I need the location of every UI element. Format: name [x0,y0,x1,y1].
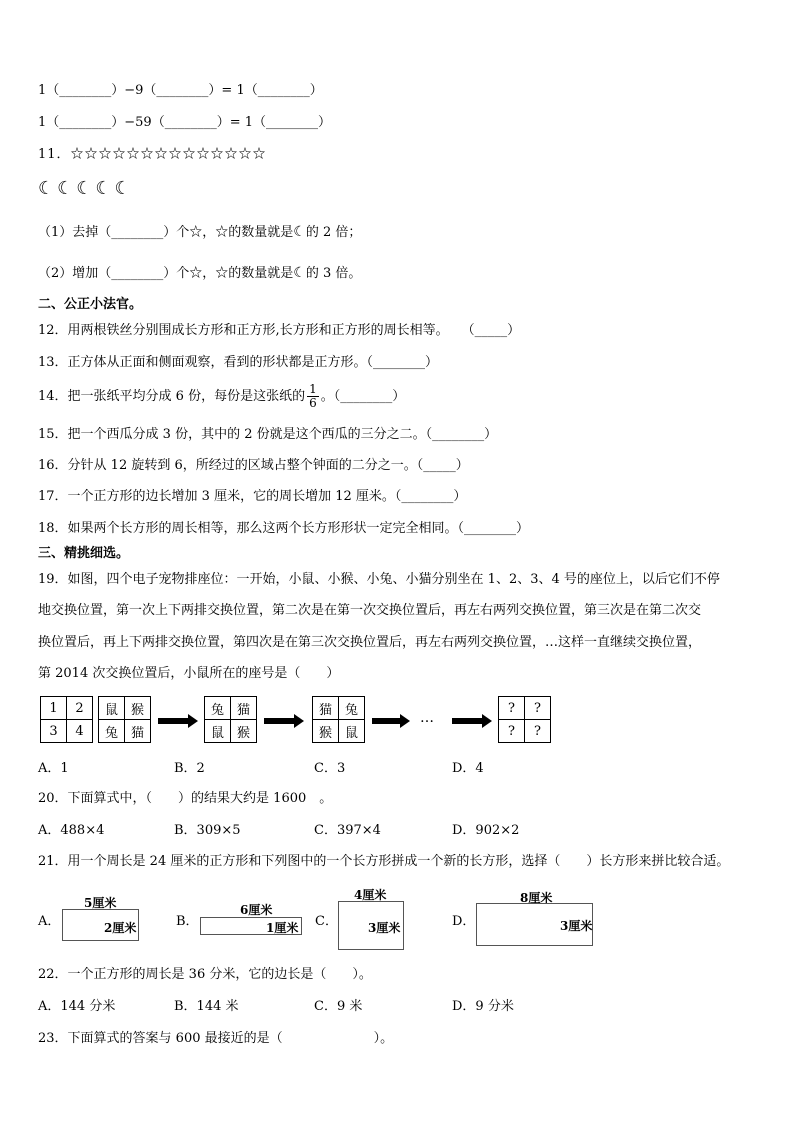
seat-cell: ? [525,720,551,743]
seat-cell: 鼠 [339,720,365,743]
section-3-heading: 三、精挑细选。 [38,546,130,561]
q11-1-tail: 的 2 倍； [305,225,362,240]
seat-cell: 2 [67,697,93,720]
option-a[interactable]: A． [38,914,61,929]
question-19-line-3: 换位置后，再上下两排交换位置，第四次是在第三次交换位置后，再左右两列交换位置，…这样一直继续交换位置， [38,635,702,650]
option-a[interactable]: A．144 分米 [38,999,116,1014]
question-11-stars: 11．☆☆☆☆☆☆☆☆☆☆☆☆☆☆ [38,147,267,162]
option-b[interactable]: B．309×5 [174,823,241,838]
option-d[interactable]: D．9 分米 [452,999,514,1014]
rect-d-side-label: 3厘米 [560,919,593,933]
moon-icons: ☾☾☾☾☾ [38,178,134,199]
rect-b-side-label: 1厘米 [266,921,299,935]
question-22: 22．一个正方形的周长是 36 分米，它的边长是（ ）。 [38,967,372,982]
q11-2-text: （2）增加（________）个☆，☆的数量就是 [38,266,294,281]
option-d[interactable]: D．4 [452,761,484,776]
seat-cell: 1 [41,697,67,720]
section-2-heading: 二、公正小法官。 [38,297,143,312]
moon-icon: ☾ [293,224,306,240]
seat-cell: 兔 [205,697,231,720]
question-20-options [38,822,638,840]
question-11-part-1 [38,223,361,242]
fraction-denominator: 6 [309,396,317,410]
option-c[interactable]: C．397×4 [314,823,381,838]
question-21: 21．用一个周长是 24 厘米的正方形和下列图中的一个长方形拼成一个新的长方形，选择（ ）长方形来拼比较合适。 [38,854,730,869]
seat-cell: 兔 [339,697,365,720]
option-b[interactable]: B． [176,914,199,929]
question-12: 12．用两根铁丝分别围成长方形和正方形,长方形和正方形的周长相等。 （_____） [38,323,521,338]
seat-cell: ? [499,697,525,720]
q11-1-text: （1）去掉（________）个☆，☆的数量就是 [38,225,294,240]
seat-grid-start [98,696,151,743]
seat-cell: 猴 [231,720,257,743]
q14-tail: 。（________） [320,389,406,404]
option-d[interactable]: D． [452,914,476,929]
rect-c-top-label: 4厘米 [354,888,387,902]
question-18: 18．如果两个长方形的周长相等，那么这两个长方形形状一定完全相同。（________） [38,521,530,536]
question-19-options [38,760,638,778]
seat-grid-unknown [498,696,551,743]
question-23: 23．下面算式的答案与 600 最接近的是（ ）。 [38,1031,394,1046]
question-22-options [38,998,638,1016]
q14-text: 14．把一张纸平均分成 6 份，每份是这张纸的 [38,389,306,404]
question-17: 17．一个正方形的边长增加 3 厘米，它的周长增加 12 厘米。（________） [38,489,467,504]
seat-cell: 猫 [125,720,151,743]
option-a[interactable]: A．1 [38,761,69,776]
option-c[interactable]: C．9 米 [314,999,363,1014]
ellipsis: … [420,710,434,726]
rect-d-top-label: 8厘米 [520,891,553,905]
seat-cell: ? [499,720,525,743]
seat-cell: 鼠 [205,720,231,743]
question-20: 20．下面算式中，（ ）的结果大约是 1600 。 [38,791,333,806]
fraction-one-sixth [307,383,319,410]
question-15: 15．把一个西瓜分成 3 份，其中的 2 份就是这个西瓜的三分之二。（________） [38,427,498,442]
rect-c-side-label: 3厘米 [368,921,401,935]
option-c[interactable]: C． [315,914,338,929]
fill-line-2: 1（________）−59（________）= 1（________） [38,115,332,130]
question-13: 13．正方体从正面和侧面观察，看到的形状都是正方形。（________） [38,355,439,370]
moon-icon: ☾ [293,265,306,281]
seat-cell: 鼠 [99,697,125,720]
seat-cell: ? [525,697,551,720]
seat-grid-initial [40,696,93,743]
option-c[interactable]: C．3 [314,761,346,776]
option-b[interactable]: B．2 [174,761,205,776]
question-19-line-1: 19．如图，四个电子宠物排座位：一开始，小鼠、小猴、小兔、小猫分别坐在 1、2、3、4 号的座位上，以后它们不停 [38,572,720,587]
question-16: 16．分针从 12 旋转到 6，所经过的区域占整个钟面的二分之一。（_____） [38,458,469,473]
question-11-part-2 [38,264,361,283]
seat-cell: 兔 [99,720,125,743]
q11-2-tail: 的 3 倍。 [305,266,362,281]
seat-cell: 猫 [313,697,339,720]
seat-cell: 猴 [313,720,339,743]
fill-line-1: 1（________）−9（________）= 1（________） [38,83,323,98]
rect-a-top-label: 5厘米 [84,896,117,910]
rect-a-side-label: 2厘米 [104,921,137,935]
seat-grid-swap-2 [312,696,365,743]
option-a[interactable]: A．488×4 [38,823,105,838]
rect-b-top-label: 6厘米 [240,903,273,917]
question-14 [38,382,405,412]
seat-cell: 猴 [125,697,151,720]
seat-cell: 猫 [231,697,257,720]
fraction-numerator: 1 [309,382,317,396]
seat-cell: 4 [67,720,93,743]
seat-grid-swap-1 [204,696,257,743]
seat-cell: 3 [41,720,67,743]
question-19-line-4: 第 2014 次交换位置后，小鼠所在的座号是（ ） [38,666,340,681]
question-19-line-2: 地交换位置，第一次上下两排交换位置，第二次是在第一次交换位置后，再左右两列交换位置，第三次是在第二次交 [38,603,702,618]
option-d[interactable]: D．902×2 [452,823,520,838]
option-b[interactable]: B．144 米 [174,999,239,1014]
